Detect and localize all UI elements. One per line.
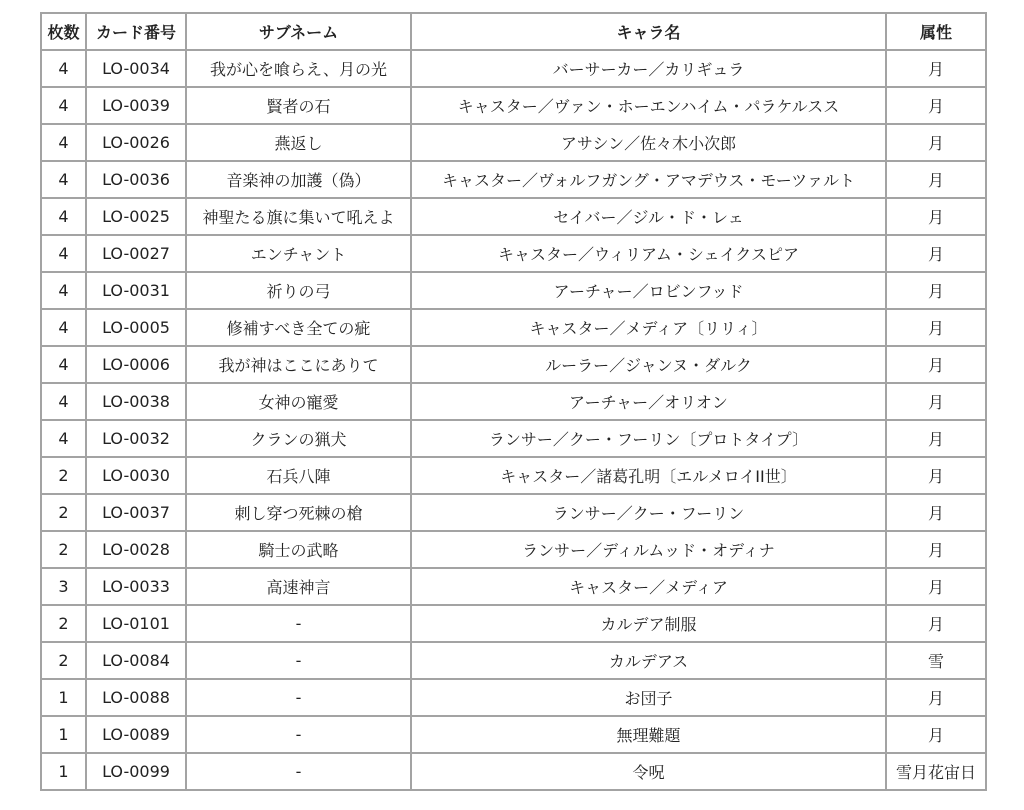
cell-character-name: ランサー／クー・フーリン〔プロトタイプ〕: [411, 420, 886, 457]
cell-attribute: 月: [886, 568, 986, 605]
cell-count: 4: [41, 235, 86, 272]
cell-card-number: LO-0036: [86, 161, 186, 198]
cell-count: 4: [41, 383, 86, 420]
cell-card-number: LO-0006: [86, 346, 186, 383]
header-count: 枚数: [41, 13, 86, 50]
cell-card-number: LO-0101: [86, 605, 186, 642]
cell-card-number: LO-0034: [86, 50, 186, 87]
cell-subname: エンチャント: [186, 235, 411, 272]
cell-attribute: 月: [886, 605, 986, 642]
table-row: [41, 494, 986, 531]
card-table: [40, 12, 987, 791]
table-row: [41, 235, 986, 272]
table-row: [41, 420, 986, 457]
cell-attribute: 月: [886, 198, 986, 235]
cell-character-name: キャスター／ヴォルフガング・アマデウス・モーツァルト: [411, 161, 886, 198]
cell-card-number: LO-0038: [86, 383, 186, 420]
cell-count: 2: [41, 457, 86, 494]
cell-attribute: 月: [886, 161, 986, 198]
cell-character-name: アサシン／佐々木小次郎: [411, 124, 886, 161]
cell-character-name: 令呪: [411, 753, 886, 790]
cell-count: 1: [41, 753, 86, 790]
cell-attribute: 月: [886, 716, 986, 753]
table-row: [41, 457, 986, 494]
cell-card-number: LO-0028: [86, 531, 186, 568]
cell-card-number: LO-0089: [86, 716, 186, 753]
table-row: [41, 309, 986, 346]
cell-count: 4: [41, 161, 86, 198]
table-row: [41, 679, 986, 716]
cell-card-number: LO-0039: [86, 87, 186, 124]
cell-character-name: バーサーカー／カリギュラ: [411, 50, 886, 87]
cell-count: 2: [41, 605, 86, 642]
cell-attribute: 月: [886, 124, 986, 161]
cell-card-number: LO-0033: [86, 568, 186, 605]
table-row: [41, 383, 986, 420]
cell-attribute: 月: [886, 272, 986, 309]
cell-count: 1: [41, 679, 86, 716]
cell-attribute: 月: [886, 679, 986, 716]
cell-subname: 刺し穿つ死棘の槍: [186, 494, 411, 531]
cell-subname: 騎士の武略: [186, 531, 411, 568]
cell-attribute: 月: [886, 346, 986, 383]
table-row: [41, 50, 986, 87]
cell-subname: 祈りの弓: [186, 272, 411, 309]
table-body: [41, 50, 986, 790]
table-row: [41, 124, 986, 161]
cell-subname: -: [186, 605, 411, 642]
cell-attribute: 月: [886, 494, 986, 531]
cell-character-name: アーチャー／オリオン: [411, 383, 886, 420]
cell-count: 3: [41, 568, 86, 605]
cell-attribute: 月: [886, 531, 986, 568]
cell-count: 4: [41, 420, 86, 457]
cell-subname: -: [186, 642, 411, 679]
table-row: [41, 605, 986, 642]
cell-character-name: キャスター／諸葛孔明〔エルメロイII世〕: [411, 457, 886, 494]
cell-card-number: LO-0005: [86, 309, 186, 346]
table-row: [41, 87, 986, 124]
cell-subname: 神聖たる旗に集いて吼えよ: [186, 198, 411, 235]
cell-attribute: 月: [886, 457, 986, 494]
cell-subname: 我が神はここにありて: [186, 346, 411, 383]
cell-card-number: LO-0084: [86, 642, 186, 679]
cell-card-number: LO-0088: [86, 679, 186, 716]
cell-attribute: 雪: [886, 642, 986, 679]
cell-count: 4: [41, 309, 86, 346]
cell-character-name: お団子: [411, 679, 886, 716]
table-row: [41, 716, 986, 753]
cell-subname: 女神の寵愛: [186, 383, 411, 420]
cell-subname: 燕返し: [186, 124, 411, 161]
cell-subname: 賢者の石: [186, 87, 411, 124]
cell-card-number: LO-0030: [86, 457, 186, 494]
table-row: [41, 568, 986, 605]
table-row: [41, 642, 986, 679]
cell-attribute: 月: [886, 50, 986, 87]
cell-attribute: 月: [886, 309, 986, 346]
header-row: [41, 13, 986, 50]
cell-subname: 我が心を喰らえ、月の光: [186, 50, 411, 87]
cell-subname: -: [186, 679, 411, 716]
table-row: [41, 346, 986, 383]
header-attribute: 属性: [886, 13, 986, 50]
cell-character-name: キャスター／メディア: [411, 568, 886, 605]
cell-count: 4: [41, 272, 86, 309]
table-row: [41, 198, 986, 235]
cell-subname: 石兵八陣: [186, 457, 411, 494]
cell-subname: -: [186, 753, 411, 790]
cell-attribute: 月: [886, 383, 986, 420]
cell-count: 4: [41, 198, 86, 235]
deck-list: [40, 12, 985, 791]
cell-attribute: 月: [886, 235, 986, 272]
cell-character-name: キャスター／メディア〔リリィ〕: [411, 309, 886, 346]
cell-character-name: カルデア制服: [411, 605, 886, 642]
cell-character-name: セイバー／ジル・ド・レェ: [411, 198, 886, 235]
cell-attribute: 雪月花宙日: [886, 753, 986, 790]
table-row: [41, 161, 986, 198]
cell-card-number: LO-0099: [86, 753, 186, 790]
cell-character-name: アーチャー／ロビンフッド: [411, 272, 886, 309]
cell-character-name: 無理難題: [411, 716, 886, 753]
cell-character-name: ランサー／クー・フーリン: [411, 494, 886, 531]
cell-count: 4: [41, 50, 86, 87]
cell-character-name: キャスター／ヴァン・ホーエンハイム・パラケルスス: [411, 87, 886, 124]
cell-count: 2: [41, 531, 86, 568]
cell-card-number: LO-0037: [86, 494, 186, 531]
cell-subname: 高速神言: [186, 568, 411, 605]
cell-character-name: ランサー／ディルムッド・オディナ: [411, 531, 886, 568]
cell-card-number: LO-0026: [86, 124, 186, 161]
cell-attribute: 月: [886, 420, 986, 457]
cell-character-name: カルデアス: [411, 642, 886, 679]
cell-card-number: LO-0031: [86, 272, 186, 309]
cell-subname: 音楽神の加護（偽）: [186, 161, 411, 198]
cell-count: 2: [41, 642, 86, 679]
cell-count: 2: [41, 494, 86, 531]
cell-card-number: LO-0032: [86, 420, 186, 457]
header-card-number: カード番号: [86, 13, 186, 50]
cell-count: 1: [41, 716, 86, 753]
cell-character-name: ルーラー／ジャンヌ・ダルク: [411, 346, 886, 383]
cell-count: 4: [41, 346, 86, 383]
cell-character-name: キャスター／ウィリアム・シェイクスピア: [411, 235, 886, 272]
table-row: [41, 272, 986, 309]
cell-subname: 修補すべき全ての疵: [186, 309, 411, 346]
cell-attribute: 月: [886, 87, 986, 124]
table-row: [41, 753, 986, 790]
cell-card-number: LO-0027: [86, 235, 186, 272]
cell-count: 4: [41, 87, 86, 124]
header-subname: サブネーム: [186, 13, 411, 50]
table-row: [41, 531, 986, 568]
cell-subname: -: [186, 716, 411, 753]
header-character-name: キャラ名: [411, 13, 886, 50]
cell-count: 4: [41, 124, 86, 161]
cell-card-number: LO-0025: [86, 198, 186, 235]
cell-subname: クランの猟犬: [186, 420, 411, 457]
